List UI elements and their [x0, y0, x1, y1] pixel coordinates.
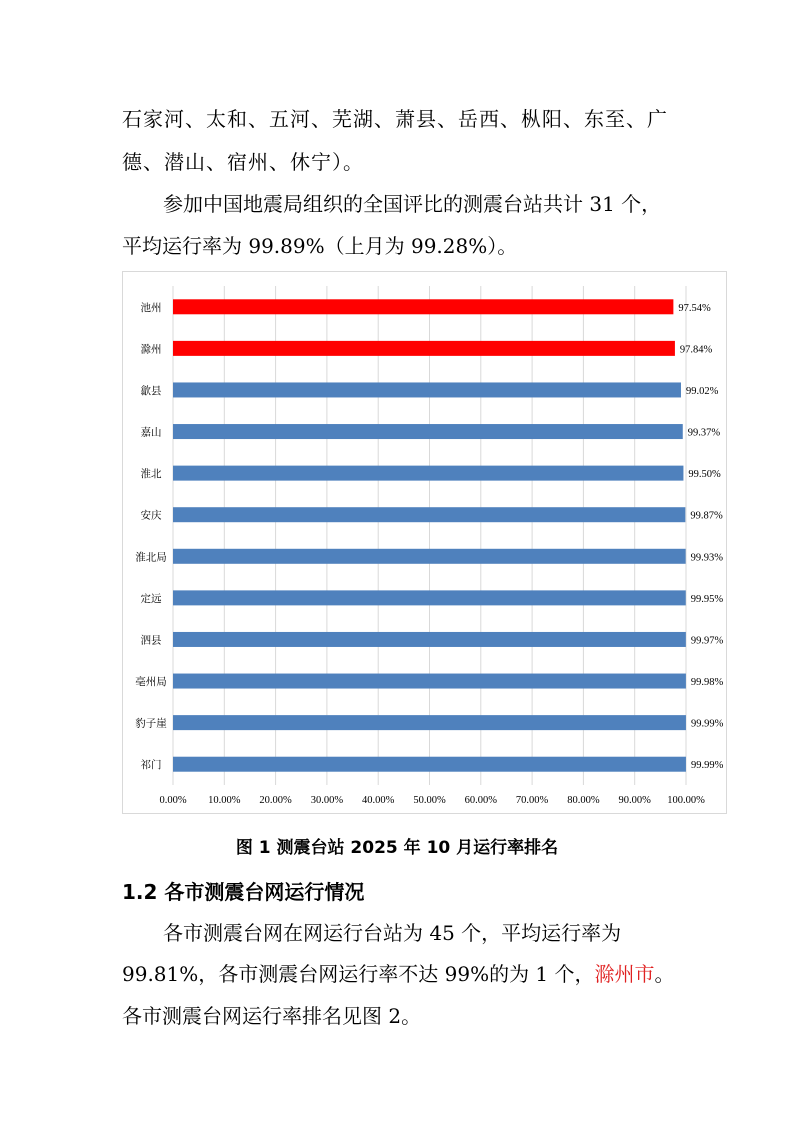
category-label-8: 泗县: [140, 634, 162, 647]
bar-8: [173, 632, 686, 647]
bar-9: [173, 674, 686, 689]
x-tick-label-10: 100.00%: [667, 795, 705, 806]
value-label-4: 99.50%: [688, 469, 721, 481]
bar-2: [173, 382, 681, 397]
figure-caption: 图 1 测震台站 2025 年 10 月运行率排名: [235, 838, 559, 858]
value-label-10: 99.99%: [690, 718, 724, 730]
section-heading: 1.2 各市测震台网运行情况: [122, 880, 365, 904]
paragraph-3-line-3: 各市测震台网运行率排名见图 2。: [122, 1004, 422, 1028]
paragraph-3-line-2-text: 99.81%，各市测震台网运行率不达 99%的为 1 个，: [122, 962, 595, 986]
category-label-0: 池州: [140, 301, 162, 314]
value-label-5: 99.87%: [690, 510, 723, 522]
bar-6: [173, 549, 686, 564]
x-tick-label-1: 10.00%: [208, 795, 241, 806]
x-tick-label-5: 50.00%: [413, 795, 446, 806]
value-label-9: 99.98%: [690, 677, 724, 689]
category-label-1: 滁州: [140, 343, 162, 356]
value-label-1: 97.84%: [679, 344, 713, 356]
bar-0: [173, 299, 673, 314]
category-label-11: 祁门: [140, 759, 162, 772]
value-label-11: 99.99%: [690, 760, 724, 772]
category-label-9: 亳州局: [135, 676, 167, 689]
paragraph-1-line-1: 石家河、太和、五河、芜湖、萧县、岳西、枞阳、东至、广: [122, 107, 668, 131]
bar-4: [173, 466, 683, 481]
bar-10: [173, 715, 686, 730]
bar-11: [173, 757, 686, 772]
bar-7: [173, 590, 686, 605]
bar-3: [173, 424, 683, 439]
station-uptime-bar-chart: [123, 272, 728, 815]
x-tick-label-8: 80.00%: [567, 795, 600, 806]
highlighted-city: 滁州市: [594, 962, 655, 986]
x-tick-label-0: 0.00%: [159, 795, 187, 806]
x-tick-label-7: 70.00%: [515, 795, 549, 806]
value-label-3: 99.37%: [687, 427, 721, 439]
category-label-4: 淮北: [140, 468, 162, 481]
paragraph-3-line-2-end: 。: [654, 962, 675, 986]
bar-5: [173, 507, 685, 522]
value-label-7: 99.95%: [690, 593, 724, 605]
x-tick-label-4: 40.00%: [362, 795, 395, 806]
category-label-5: 安庆: [140, 509, 162, 522]
category-label-2: 歙县: [140, 384, 162, 397]
category-label-6: 淮北局: [135, 551, 167, 564]
value-label-0: 97.54%: [678, 302, 711, 314]
x-tick-label-6: 60.00%: [464, 795, 497, 806]
value-label-8: 99.97%: [690, 635, 724, 647]
category-label-7: 定远: [140, 592, 162, 605]
value-label-6: 99.93%: [690, 552, 724, 564]
paragraph-3-line-2: [122, 958, 675, 987]
category-label-3: 嘉山: [140, 426, 162, 439]
paragraph-2-line-1: 参加中国地震局组织的全国评比的测震台站共计 31 个，: [163, 192, 662, 216]
paragraph-2-line-2: 平均运行率为 99.89%（上月为 99.28%）。: [122, 234, 518, 258]
chart-frame: [122, 271, 727, 814]
value-label-2: 99.02%: [685, 385, 719, 397]
paragraph-3-line-1: 各市测震台网在网运行台站为 45 个，平均运行率为: [163, 921, 622, 945]
x-tick-label-2: 20.00%: [259, 795, 292, 806]
bar-1: [173, 341, 675, 356]
paragraph-1-line-2: 德、潜山、宿州、休宁）。: [122, 150, 364, 174]
category-label-10: 豹子崖: [135, 717, 167, 730]
x-tick-label-9: 90.00%: [618, 795, 651, 806]
x-tick-label-3: 30.00%: [310, 795, 344, 806]
